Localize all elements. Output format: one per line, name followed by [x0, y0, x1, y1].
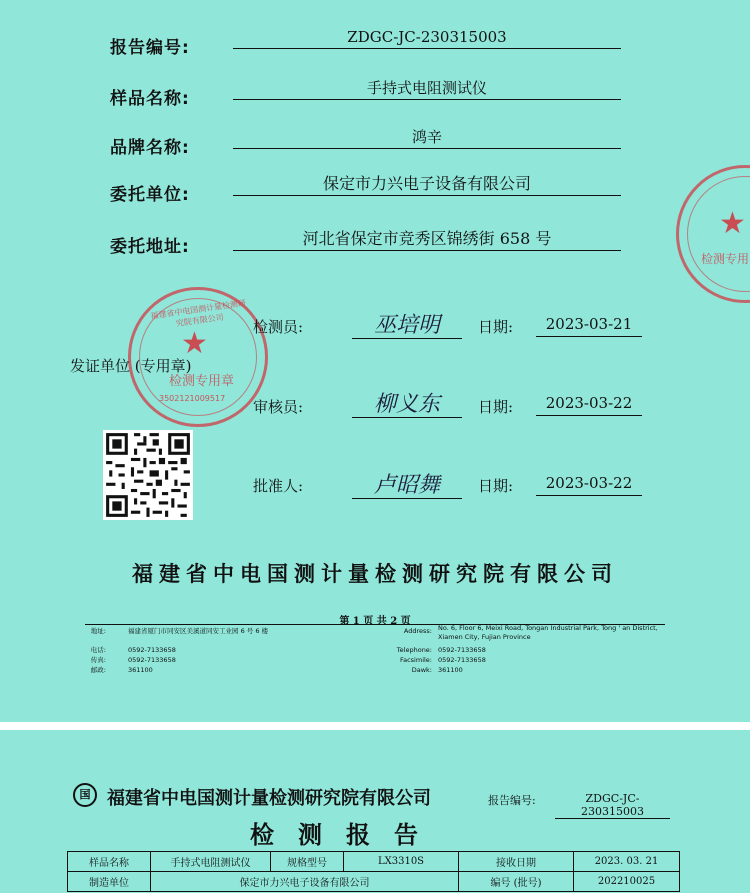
- footer-post: 361100: [128, 666, 153, 674]
- field-value-client-address: 河北省保定市竞秀区锦绣街 658 号: [233, 228, 621, 251]
- signature-role-approver: 批准人:: [253, 477, 304, 495]
- stamp-star-icon: ★: [719, 206, 746, 241]
- field-label-report-no: 报告编号:: [110, 38, 190, 58]
- signature-reviewer: 柳义东: [352, 391, 462, 418]
- signature-approver: 卢昭舞: [352, 472, 462, 499]
- signature-tester: 巫培明: [352, 312, 462, 339]
- issuer-label: 发证单位 (专用章): [70, 357, 192, 375]
- footer-facsimile: 0592-7133658: [438, 656, 486, 664]
- footer-address-en-2: Xiamen City, Fujian Province: [438, 633, 531, 641]
- field-value-brand: 鸿辛: [233, 126, 621, 149]
- organization-logo-icon: 国: [73, 783, 97, 807]
- stamp-right-center-text: 检测专用: [701, 252, 750, 266]
- sample-info-table: [67, 851, 680, 892]
- footer-telephone-label: Telephone:: [396, 646, 432, 654]
- footer-address-en-label: Address:: [403, 627, 432, 635]
- official-stamp-right-partial: [676, 165, 750, 303]
- field-value-client: 保定市力兴电子设备有限公司: [233, 173, 621, 196]
- date-approver: 2023-03-22: [536, 471, 642, 496]
- table-cell: 规格型号: [271, 852, 344, 872]
- footer-address-en-1: No. 6, Floor 6, Meixi Road, Tongan Industrial Park, Tong ' an District,: [438, 624, 658, 632]
- footer-post-label: 邮政:: [90, 666, 106, 674]
- date-reviewer: 2023-03-22: [536, 391, 642, 416]
- footer-dawk: 361100: [438, 666, 463, 674]
- organization-name: 福建省中电国测计量检测研究院有限公司: [132, 562, 618, 586]
- footer-dawk-label: Dawk:: [411, 666, 432, 674]
- footer-phone-label: 电话:: [90, 646, 106, 654]
- field-value-sample-name: 手持式电阻测试仪: [233, 77, 621, 100]
- table-row: [68, 852, 680, 872]
- date-label-approver: 日期:: [478, 477, 514, 495]
- page2-title: 检测报告: [250, 821, 442, 849]
- table-cell: 接收日期: [459, 852, 574, 872]
- field-label-sample-name: 样品名称:: [110, 89, 190, 109]
- footer-fax: 0592-7133658: [128, 656, 176, 664]
- signature-role-reviewer: 审核员:: [253, 398, 304, 416]
- table-cell: 样品名称: [68, 852, 151, 872]
- footer-telephone: 0592-7133658: [438, 646, 486, 654]
- date-label-tester: 日期:: [478, 318, 514, 336]
- field-value-report-no: ZDGC-JC-230315003: [233, 26, 621, 49]
- table-row: [68, 872, 680, 892]
- page2-report-no-label: 报告编号:: [488, 794, 536, 807]
- stamp-ring-text: 福建省中电国测计量检测研究院有限公司: [150, 298, 247, 329]
- date-tester: 2023-03-21: [536, 312, 642, 337]
- signature-role-tester: 检测员:: [253, 318, 304, 336]
- field-label-client: 委托单位:: [110, 185, 190, 205]
- page-gap: [0, 722, 750, 730]
- table-cell: 编号 (批号): [459, 872, 574, 892]
- field-label-brand: 品牌名称:: [110, 138, 190, 158]
- table-cell: 2023. 03. 21: [574, 852, 680, 872]
- stamp-number: 3502121009517: [159, 394, 226, 403]
- footer-address-label: 地址:: [90, 627, 106, 635]
- date-label-reviewer: 日期:: [478, 398, 514, 416]
- page2-report-no: ZDGC-JC-230315003: [555, 792, 670, 819]
- stamp-star-icon: ★: [181, 326, 208, 361]
- table-cell: 保定市力兴电子设备有限公司: [151, 872, 459, 892]
- footer-phone: 0592-7133658: [128, 646, 176, 654]
- footer-fax-label: 传真:: [90, 656, 106, 664]
- field-label-client-address: 委托地址:: [110, 237, 190, 257]
- table-cell: LX3310S: [344, 852, 459, 872]
- table-cell: 制造单位: [68, 872, 151, 892]
- footer-facsimile-label: Facsimile:: [399, 656, 432, 664]
- page-number: 第 1 页 共 2 页: [339, 616, 411, 627]
- stamp-center-text: 检测专用章: [169, 374, 235, 389]
- table-cell: 手持式电阻测试仪: [151, 852, 271, 872]
- page2-organization-name: 福建省中电国测计量检测研究院有限公司: [107, 788, 431, 809]
- table-cell: 202210025: [574, 872, 680, 892]
- footer-address: 福建省厦门市同安区美溪道同安工业园 6 号 6 楼: [128, 627, 269, 635]
- qr-code-icon: [103, 430, 193, 520]
